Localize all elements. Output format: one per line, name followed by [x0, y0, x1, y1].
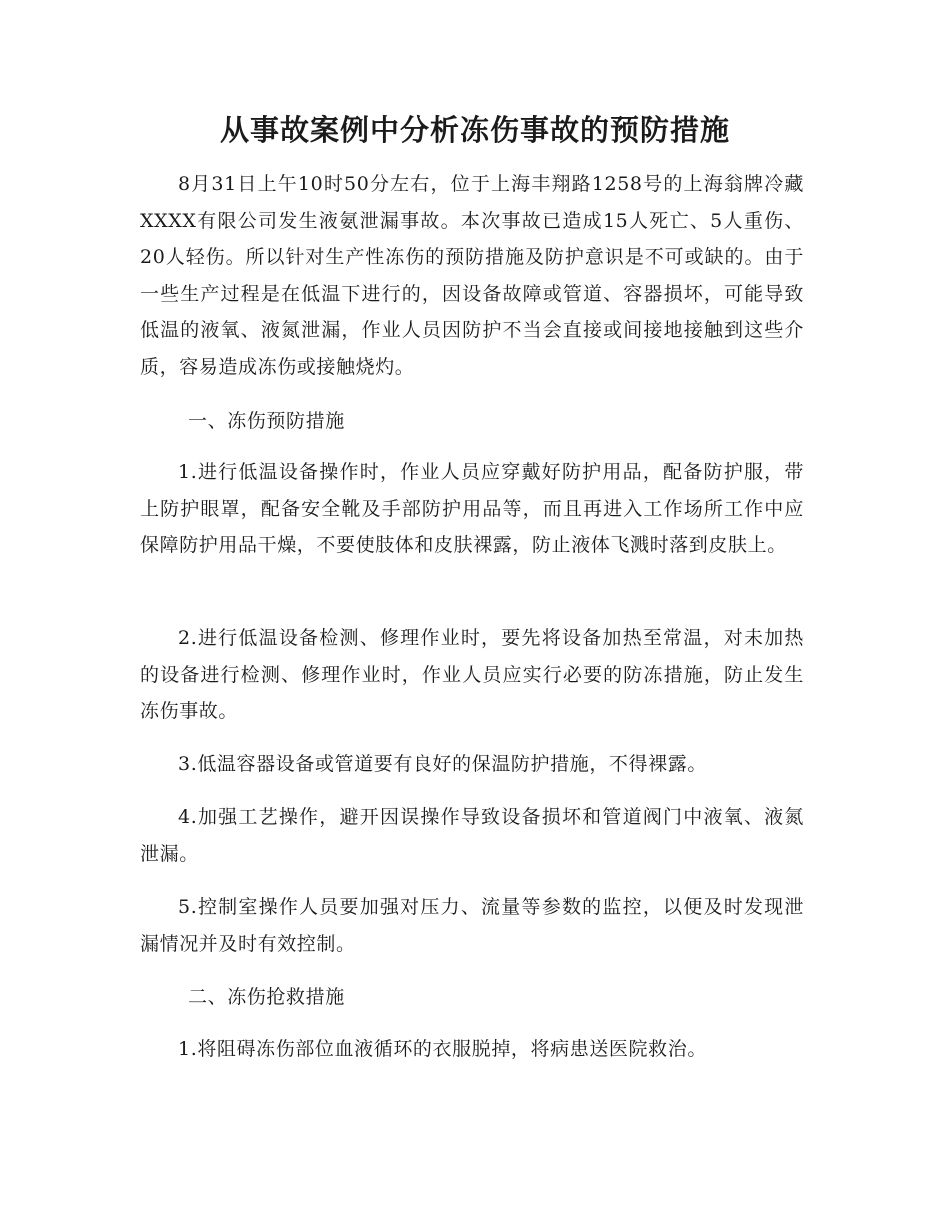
section-1-item-2: 2.进行低温设备检测、修理作业时，要先将设备加热至常温，对未加热的设备进行检测、修理作业时，作业人员应实行必要的防冻措施，防止发生冻伤事故。: [140, 627, 804, 722]
section-1-item-1: 1.进行低温设备操作时，作业人员应穿戴好防护用品，配备防护服，带上防护眼罩，配备安全靴及手部防护用品等，而且再进入工作场所工作中应保障防护用品干燥，不要使肢体和皮肤裸露，防止液体飞溅时落到皮肤上。: [140, 461, 804, 556]
section-1-item-5: 5.控制室操作人员要加强对压力、流量等参数的监控，以便及时发现泄漏情况并及时有效控制。: [140, 896, 804, 955]
section-1-item-3: 3.低温容器设备或管道要有良好的保温防护措施，不得裸露。: [178, 753, 707, 775]
document-title: 从事故案例中分析冻伤事故的预防措施: [219, 113, 730, 147]
section-2-item-1: 1.将阻碍冻伤部位血液循环的衣服脱掉，将病患送医院救治。: [178, 1038, 707, 1060]
section-1-heading: 一、冻伤预防措施: [188, 410, 345, 432]
section-1-item-4: 4.加强工艺操作，避开因误操作导致设备损坏和管道阀门中液氧、液氮泄漏。: [140, 806, 804, 865]
section-2-heading: 二、冻伤抢救措施: [188, 986, 345, 1008]
intro-paragraph: 8月31日上午10时50分左右，位于上海丰翔路1258号的上海翁牌冷藏XXXX有限公司发生液氨泄漏事故。本次事故已造成15人死亡、5人重伤、20人轻伤。所以针对生产性冻伤的预防措施及防护意识是不可或缺的。由于一些生产过程是在低温下进行的，因设备故障或管道、容器损坏，可能导致低温的液氧、液氮泄漏，作业人员因防护不当会直接或间接地接触到这些介质，容易造成冻伤或接触烧灼。: [140, 173, 804, 378]
